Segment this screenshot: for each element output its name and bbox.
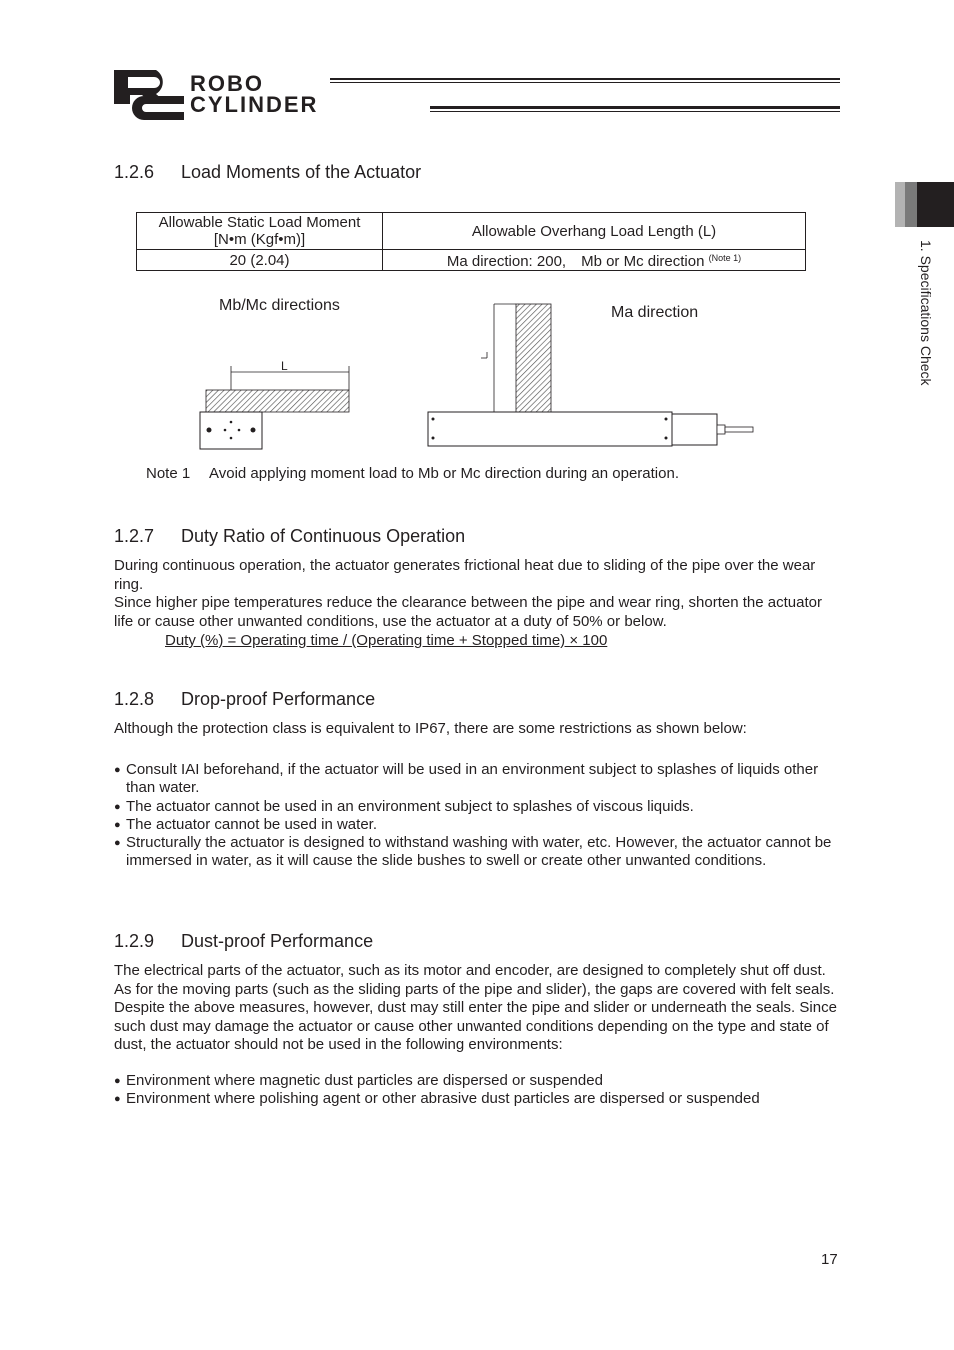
- load-moment-diagram: [195, 300, 765, 455]
- overhang-value-text: Ma direction: 200, Mb or Mc direction: [446, 253, 705, 270]
- drop-proof-intro: Although the protection class is equivalent to IP67, there are some restrictions as shown below:: [114, 720, 747, 737]
- dust-paragraph: The electrical parts of the actuator, such as its motor and encoder, are designed to completely shut off dust. As for the moving parts (such as the sliding parts of the pipe and slider), the gaps are covered with felt seals. Despite the above measures, however, dust may still enter the pipe and slider or underneath the seals. Since such dust may damage the actuator or cause other unwanted conditions depending on the type and state of dust, the actuator should not be used in the following environments:: [114, 962, 837, 1053]
- section-heading-1-2-9: [114, 930, 373, 952]
- side-tab-label: 1. Specifications Check: [918, 240, 934, 386]
- logo-text-cylinder: CYLINDER: [190, 92, 319, 117]
- section-title: Duty Ratio of Continuous Operation: [181, 526, 466, 546]
- table-header-overhang: Allowable Overhang Load Length (L): [383, 213, 806, 250]
- robo-cylinder-logo: [112, 68, 840, 120]
- duty-ratio-body: [114, 557, 842, 651]
- dust-proof-list: [114, 1072, 842, 1109]
- note-label: Note 1: [146, 465, 191, 482]
- section-number: 1.2.8: [114, 689, 155, 709]
- ma-direction-label: Ma direction: [611, 304, 699, 321]
- section-title: Load Moments of the Actuator: [181, 162, 422, 182]
- section-heading-1-2-8: [114, 688, 375, 710]
- table-header-static-moment: [137, 213, 383, 250]
- list-item: ● Environment where magnetic dust particles are dispersed or suspended: [114, 1072, 842, 1090]
- duty-paragraph-1: During continuous operation, the actuator generates frictional heat due to sliding of the pipe over the wear ring.: [114, 557, 816, 593]
- section-title: Dust-proof Performance: [181, 931, 374, 951]
- section-number: 1.2.9: [114, 931, 155, 951]
- logo-text-robo: ROBO: [190, 71, 264, 96]
- mbmc-side-view: [200, 366, 349, 449]
- list-item: ● Structurally the actuator is designed to withstand washing with water, etc. However, the actuator cannot be immersed in water, as it will cause the slide bushes to swell or create other unwanted conditions.: [114, 834, 842, 871]
- dimension-l-label: L: [281, 359, 288, 373]
- side-tab-stripe-light: [895, 182, 905, 227]
- table-cell-moment-value: 20 (2.04): [137, 250, 383, 271]
- section-title: Drop-proof Performance: [181, 689, 376, 709]
- side-tab-block: [917, 182, 954, 227]
- list-item: ● The actuator cannot be used in an environment subject to splashes of viscous liquids.: [114, 798, 842, 816]
- section-number: 1.2.7: [114, 526, 155, 546]
- mbmc-directions-label: Mb/Mc directions: [219, 297, 340, 314]
- section-heading-1-2-6: [114, 161, 421, 183]
- table-header-line2: [N•m (Kgf•m)]: [213, 231, 306, 248]
- duty-paragraph-2: Since higher pipe temperatures reduce the clearance between the pipe and wear ring, shorten the actuator life or cause other unwanted conditions, use the actuator at a duty of 50% or below.: [114, 594, 822, 630]
- list-item: ● Environment where polishing agent or other abrasive dust particles are dispersed or suspended: [114, 1090, 842, 1108]
- note-text: Avoid applying moment load to Mb or Mc direction during an operation.: [209, 465, 679, 482]
- side-tab-stripe-mid: [905, 182, 917, 227]
- load-moment-table: [136, 212, 806, 271]
- section-number: 1.2.6: [114, 162, 155, 182]
- note-1: [146, 465, 679, 482]
- section-heading-1-2-7: [114, 525, 465, 547]
- page-number: 17: [821, 1251, 838, 1268]
- table-cell-overhang-value: [383, 250, 806, 271]
- note-reference: (Note 1): [708, 253, 742, 263]
- ma-side-view: [428, 304, 753, 446]
- list-item: ● The actuator cannot be used in water.: [114, 816, 842, 834]
- drop-proof-list: [114, 761, 842, 871]
- duty-formula: Duty (%) = Operating time / (Operating time + Stopped time) × 100: [165, 632, 608, 649]
- dust-proof-body: [114, 962, 842, 1055]
- list-item: ● Consult IAI beforehand, if the actuator will be used in an environment subject to splashes of liquids other than water.: [114, 761, 842, 798]
- table-header-line1: Allowable Static Load Moment: [158, 214, 361, 231]
